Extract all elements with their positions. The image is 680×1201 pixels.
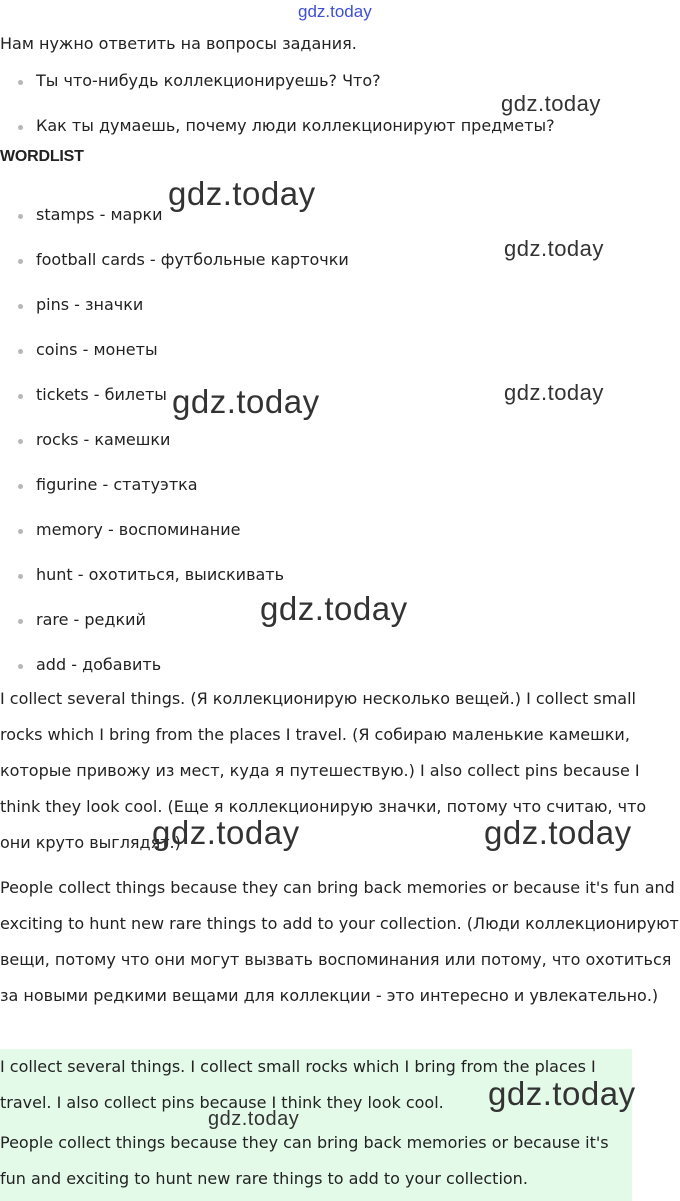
watermark: gdz.today [488, 1075, 636, 1112]
watermark: gdz.today [504, 236, 604, 261]
watermark: gdz.today [298, 2, 372, 21]
watermark: gdz.today [208, 1108, 300, 1130]
bullet [18, 80, 23, 85]
watermark: gdz.today [484, 814, 632, 851]
watermark: gdz.today [260, 590, 408, 627]
watermark: gdz.today [152, 814, 300, 851]
answer-paragraph: I collect several things. I collect small rocks which I bring from the places I travel. I also collect pins because I think they look cool. [0, 1057, 596, 1112]
paragraph: People collect things because they can bring back memories or because it's fun and exciting to hunt new rare things to add to your collection. (Люди коллекционируют вещи, потому что они могут вызвать воспоминания или потому, что охотиться за новыми редкими вещами для коллекции - это интересно и увлекательно.) [0, 878, 679, 1005]
watermark: gdz.today [172, 383, 320, 420]
watermark: gdz.today [501, 91, 601, 116]
answer-box [0, 1049, 632, 1201]
paragraph: I collect several things. (Я коллекционирую несколько вещей.) I collect small rocks which I bring from the places I travel. (Я собираю маленькие камешки, которые привожу из мест, куда я путешествую.) I also collect pins because I think they look cool. (Еще я коллекционирую значки, потому что считаю, что они круто выглядят.) [0, 689, 647, 852]
wordlist-title: WORDLIST [0, 148, 84, 165]
watermark: gdz.today [168, 175, 316, 212]
watermark: gdz.today [504, 380, 604, 405]
intro-text: Нам нужно ответить на вопросы задания. [0, 34, 357, 53]
bullet [18, 125, 23, 130]
answer-paragraph: People collect things because they can bring back memories or because it's fun and exciting to hunt new rare things to add to your collection. [0, 1133, 609, 1188]
